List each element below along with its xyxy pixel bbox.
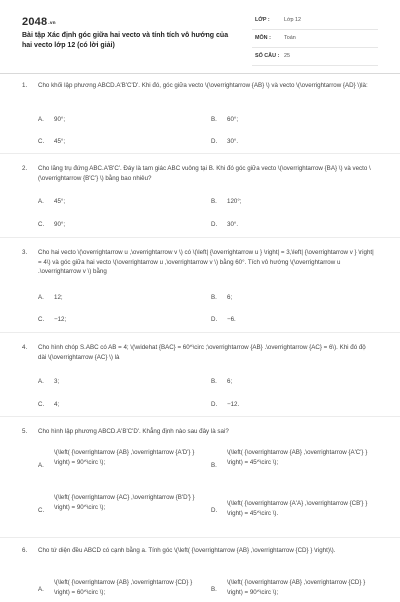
site-logo[interactable]: [22, 14, 56, 31]
question-text: Cho hai vecto \(\overrightarrow u ,\overrightarrow v \) có \(\left| {\overrightarrow u } \right| = 3,\left| {\overrightarrow v } \right| = 4\) và góc giữa hai vecto \(\overrightarrow u ,\overrightarrow v \) bằng 60°. Tích vô hướng \(\overrightarrow u .\overrightarrow v \) bằng: [38, 249, 374, 276]
meta-value: 25: [284, 53, 290, 59]
question-number: 2.: [22, 165, 28, 172]
option-text: 90°;: [54, 116, 66, 123]
option-text: −12.: [227, 401, 240, 408]
option-letter: B.: [211, 116, 217, 123]
option-letter: D.: [211, 138, 218, 145]
option-letter: B.: [211, 198, 217, 205]
question-number: 6.: [22, 547, 28, 554]
option-letter: D.: [211, 316, 218, 323]
option-text: 60°;: [227, 116, 239, 123]
question-divider: [0, 153, 400, 154]
option-letter: C.: [38, 221, 45, 228]
option-letter: B.: [211, 294, 217, 301]
option-text: −6.: [227, 316, 236, 323]
question-divider: [0, 537, 400, 538]
question-divider: [0, 237, 400, 238]
option-letter: B.: [211, 462, 217, 470]
option-letter: D.: [211, 221, 218, 228]
option-text: 4;: [54, 401, 60, 408]
option-letter: A.: [38, 462, 44, 470]
option-letter: C.: [38, 507, 45, 515]
option-letter: C.: [38, 401, 45, 408]
question-text: Cho lăng trụ đứng ABC.A'B'C'. Đáy là tam giác ABC vuông tại B. Khi đó góc giữa vecto \(\overrightarrow {BA} \) và vecto \(\overrightarrow {B'C'} \) bằng bao nhiêu?: [38, 165, 371, 182]
option-letter: A.: [38, 294, 44, 301]
question-number: 5.: [22, 428, 28, 435]
option-text: 30°.: [227, 221, 239, 228]
option-text: 45°;: [54, 138, 66, 145]
meta-key: LỚP :: [255, 17, 270, 23]
header-divider: [0, 73, 400, 74]
logo-suffix: .vn: [48, 21, 56, 26]
question-text: Cho hình lập phương ABCD.A'B'C'D'. Khẳng định nào sau đây là sai?: [38, 428, 229, 435]
option-text: 30°.: [227, 138, 239, 145]
option-letter: A.: [38, 116, 44, 123]
meta-key: SỐ CÂU :: [255, 53, 280, 59]
page-header: [0, 0, 400, 70]
option-letter: A.: [38, 198, 44, 205]
meta-row-count: [252, 48, 378, 66]
option-text: 6;: [227, 294, 233, 301]
meta-table: [252, 12, 378, 66]
option-letter: D.: [211, 507, 218, 515]
option-text: 12;: [54, 294, 63, 301]
option-letter: D.: [211, 401, 218, 408]
option-letter: A.: [38, 586, 44, 594]
document-title: Bài tập Xác định góc giữa hai vecto và tính tích vô hướng của hai vecto lớp 12 (có lời giải): [22, 32, 229, 49]
question-number: 3.: [22, 249, 28, 256]
question-text: Cho tứ diện đều ABCD có cạnh bằng a. Tính góc \(\left( {\overrightarrow {AB} ,\overrightarrow {CD} } \right)\).: [38, 547, 336, 554]
meta-row-grade: [252, 12, 378, 30]
logo-text: 2048: [22, 16, 48, 28]
option-letter: A.: [38, 378, 44, 385]
option-text: 3;: [54, 378, 60, 385]
option-text: \(\left( {\overrightarrow {AB} ,\overrightarrow {A'C'} } \right) = 45^\circ \);: [227, 449, 368, 466]
question-divider: [0, 332, 400, 333]
option-text: 6;: [227, 378, 233, 385]
option-letter: C.: [38, 316, 45, 323]
option-text: 90°;: [54, 221, 66, 228]
option-letter: B.: [211, 378, 217, 385]
question-number: 4.: [22, 344, 28, 351]
option-text: \(\left( {\overrightarrow {AB} ,\overrightarrow {A'D'} } \right) = 90^\circ \);: [54, 449, 195, 466]
meta-value: Lớp 12: [284, 17, 302, 23]
option-text: \(\left( {\overrightarrow {AC} ,\overrightarrow {B'D'} } \right) = 90^\circ \);: [54, 494, 195, 511]
option-text: \(\left( {\overrightarrow {AB} ,\overrightarrow {CD} } \right) = 90^\circ \);: [227, 579, 366, 596]
option-text: 45°;: [54, 198, 66, 205]
meta-key: MÔN :: [255, 35, 271, 41]
question-text: Cho khối lập phương ABCD.A'B'C'D'. Khi đó, góc giữa vecto \(\overrightarrow {AB} \) và vecto \(\overrightarrow {AD} \)là:: [38, 82, 368, 89]
option-text: \(\left( {\overrightarrow {A'A} ,\overrightarrow {CB'} } \right) = 45^\circ \).: [227, 500, 368, 517]
question-text: Cho hình chóp S.ABC có AB = 4; \(\widehat {BAC} = 60^\circ ;\overrightarrow {AB} .\overrightarrow {AC} = 6\). Khi đó độ dài \(\overrightarrow {AC} \) là: [38, 344, 366, 361]
option-text: 120°;: [227, 198, 242, 205]
meta-value: Toán: [284, 35, 296, 41]
question-divider: [0, 416, 400, 417]
option-text: −12;: [54, 316, 67, 323]
option-letter: C.: [38, 138, 45, 145]
question-number: 1.: [22, 82, 28, 89]
meta-row-subject: [252, 30, 378, 48]
option-text: \(\left( {\overrightarrow {AB} ,\overrightarrow {CD} } \right) = 60^\circ \);: [54, 579, 193, 596]
option-letter: B.: [211, 586, 217, 594]
